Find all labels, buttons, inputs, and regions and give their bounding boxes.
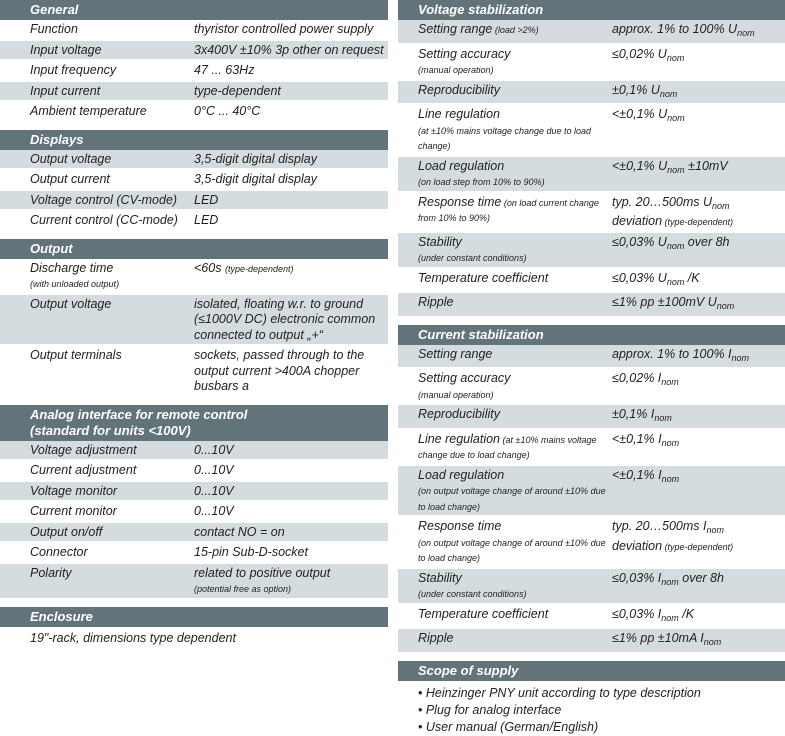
section-header: Output	[0, 239, 388, 259]
voltage-stabilization-section	[398, 0, 785, 316]
table-row: Load regulation (on output voltage change of around ±10% due to load change) <±0,1% $I_{nom}$	[398, 465, 785, 517]
section-header: Enclosure	[0, 607, 388, 627]
table-row: Function thyristor controlled power supply	[30, 22, 374, 36]
table-row: Setting accuracy (manual operation) ≤0,02% $I_{nom}$	[398, 368, 785, 404]
table-row: Output voltage isolated, floating w.r. to ground (≤1000V DC) electronic common connected to output „+“	[0, 294, 388, 346]
table-row: Input frequency 47 ... 63Hz	[0, 60, 388, 81]
list-item: • Heinzinger PNY unit according to type description	[418, 685, 701, 700]
table-row: Response time (on load current change from 10% to 90%) typ. 20…500ms $U_{nom}$ deviation (type-dependent)	[398, 192, 785, 232]
table-row: Line regulation (at ±10% mains voltage change due to load change) <±0,1% $I_{nom}$	[398, 429, 785, 465]
table-row: Output current 3,5-digit digital display	[0, 169, 388, 190]
list-item: • User manual (German/English)	[418, 719, 599, 734]
table-row: Response time (on output voltage change of around ±10% due to load change) typ. 20…500ms $I_{nom}$ deviation (type-dependent)	[398, 516, 785, 568]
table-row: Stability (under constant conditions) ≤0,03% $I_{nom}$ over 8h	[398, 568, 785, 604]
section-header: Current stabilization	[398, 325, 785, 345]
table-row: Temperature coefficient ≤0,03% $U_{nom}$ /K	[398, 268, 785, 293]
right-column	[398, 0, 785, 736]
current-stab-table	[398, 345, 785, 652]
table-row: Reproducibility ±0,1% $I_{nom}$	[398, 404, 785, 429]
table-row: Output voltage 3,5-digit digital display	[0, 150, 388, 170]
output-section	[0, 239, 388, 396]
general-section	[0, 0, 388, 121]
table-row: Line regulation (at ±10% mains voltage change due to load change) <±0,1% $U_{nom}$	[398, 104, 785, 156]
table-row: Stability (under constant conditions) ≤0,03% $U_{nom}$ over 8h	[398, 232, 785, 268]
analog-interface-section	[0, 405, 388, 598]
table-row: Connector 15-pin Sub-D-socket	[0, 542, 388, 563]
table-row: Voltage monitor 0...10V	[0, 481, 388, 502]
table-row: Output terminals sockets, passed through to the output current >400A chopper busbars a	[0, 345, 388, 396]
section-header: General	[0, 0, 388, 20]
table-row: Load regulation (on load step from 10% to 90%) <±0,1% $U_{nom} \pm 10mV$	[398, 156, 785, 192]
table-row: Current monitor 0...10V	[0, 501, 388, 522]
displays-table	[0, 150, 388, 230]
scope-list	[398, 681, 785, 736]
table-row: Input current type-dependent	[0, 81, 388, 102]
table-row: Setting range approx. 1% to 100% $I_{nom}$	[398, 345, 785, 369]
voltage-stab-table	[398, 20, 785, 316]
table-row: Polarity related to positive output (potential free as option)	[0, 563, 388, 598]
output-table	[0, 259, 388, 396]
section-header: Voltage stabilization	[398, 0, 785, 20]
table-row: Ripple ≤1% pp ±10mA $I_{nom}$	[398, 628, 785, 652]
section-header: Scope of supply	[398, 661, 785, 681]
table-row: Voltage adjustment 0...10V	[0, 441, 388, 461]
scope-of-supply-section	[398, 661, 785, 736]
section-header: Analog interface for remote control (standard for units <100V)	[0, 405, 388, 441]
table-row: Ambient temperature 0°C ... 40°C	[0, 101, 388, 121]
table-row: Input voltage 3x400V ±10% 3p other on request	[0, 40, 388, 61]
analog-table	[0, 441, 388, 598]
list-item: • Plug for analog interface	[418, 702, 562, 717]
enclosure-text: 19"-rack, dimensions type dependent	[30, 630, 236, 645]
general-table	[0, 20, 388, 121]
table-row: Setting range (load >2%) approx. 1% to 100% $U_{nom}$	[398, 20, 785, 44]
left-column	[0, 0, 388, 645]
section-header: Displays	[0, 130, 388, 150]
table-row: Discharge time (with unloaded output) <60s (type-dependent)	[30, 260, 294, 289]
table-row: Setting accuracy (manual operation) ≤0,02% $U_{nom}$	[398, 44, 785, 80]
table-row: Voltage control (CV-mode) LED	[0, 190, 388, 211]
current-stabilization-section	[398, 325, 785, 652]
displays-section	[0, 130, 388, 230]
table-row: Current adjustment 0...10V	[0, 460, 388, 481]
table-row: Ripple ≤1% pp ±100mV $U_{nom}$	[398, 292, 785, 316]
enclosure-section	[0, 607, 388, 645]
table-row: Current control (CC-mode) LED	[0, 210, 388, 230]
table-row: Output on/off contact NO = on	[0, 522, 388, 543]
table-row: Temperature coefficient ≤0,03% $I_{nom}$ /K	[398, 604, 785, 629]
table-row: Reproducibility ±0,1% $U_{nom}$	[398, 80, 785, 105]
